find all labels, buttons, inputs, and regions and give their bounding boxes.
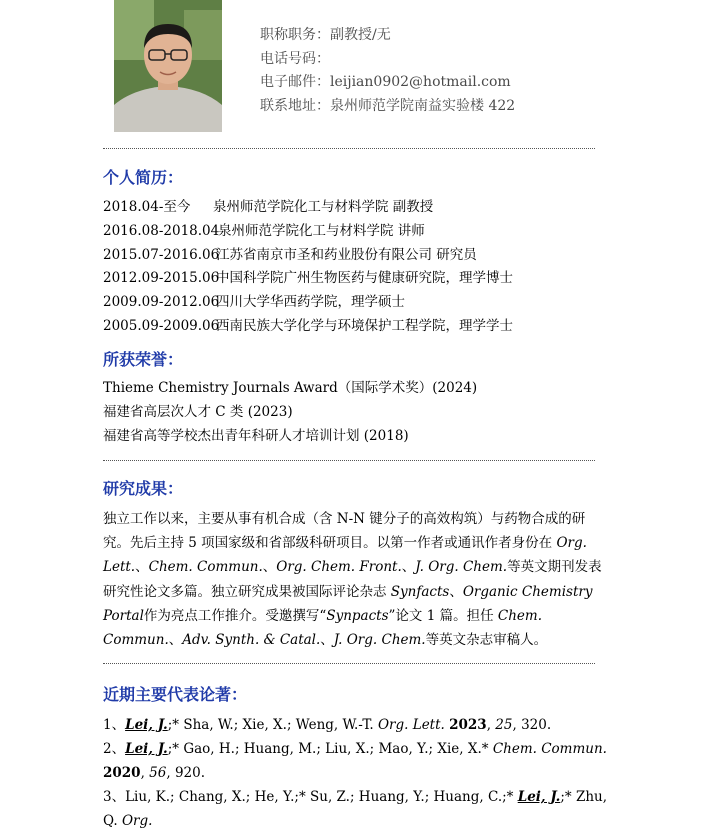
research-text: 独立工作以来，主要从事有机合成（含 N-N 键分子的高效构筑）与药物合成的研究。先后主持 5 项国家级和省部级科研项目。以第一作者或通讯作者身份在 [103,511,586,552]
separator: 、 [135,559,149,576]
resume-desc: 四川大学华西药学院，理学硕士 [216,294,405,311]
journal-name: Chem. Commun. [103,607,542,649]
pub-year: 2020 [103,765,141,781]
resume-desc: 江苏省南京市圣和药业股份有限公司 研究员 [216,246,477,263]
contact-phone: 电话号码： [260,50,330,67]
journal-name: Adv. Synth. & Catal. [182,632,321,649]
pub-authors: ;* Zhu, Q. [103,789,608,829]
pub-pages: , 920. [166,765,206,781]
pub-author-self: Lei, J. [125,741,168,757]
journal-name: Synfacts [390,583,450,600]
separator: 、 [168,632,183,649]
list-item: 福建省高等学校杰出青年科研人才培训计划 (2018) [103,427,409,444]
journal-name: Chem. Commun. [148,559,263,576]
list-item [103,267,513,291]
honors-heading: 所获荣誉： [103,350,184,369]
pub-volume: 25 [495,717,513,733]
journal-name: Synpacts [326,607,389,624]
journal-name: Org. Lett. [103,535,587,576]
resume-list [103,196,513,339]
research-paragraph [103,507,605,652]
list-item [103,315,513,339]
pub-authors: Liu, K.; Chang, X.; He, Y.;* Su, Z.; Huang, Y.; Huang, C.;* [125,789,518,805]
research-text: 等英文杂志审稿人。 [425,632,548,649]
research-text: 作为亮点工作推介。受邀撰写“ [143,607,327,624]
pub-authors: ;* Sha, W.; Xie, X.; Weng, W.-T. [167,717,378,733]
resume-date: 2016.08-2018.04 [103,222,220,239]
pub-volume: 56 [149,765,167,781]
resume-date: 2015.07-2016.06 [103,246,220,263]
list-item: Thieme Chemistry Journals Award（国际学术奖）(2024) [103,380,478,396]
publications-list [103,713,608,833]
pub-author-self: Lei, J. [125,717,168,733]
pub-number: 1、 [103,717,126,733]
resume-desc: 泉州师范学院化工与材料学院 副教授 [213,199,434,215]
resume-heading: 个人简历： [103,168,184,187]
contact-info [260,24,515,118]
list-item [103,196,513,220]
journal-name: J. Org. Chem. [415,559,508,576]
resume-date: 2009.09-2012.06 [103,294,220,311]
research-heading: 研究成果： [103,479,184,498]
separator: 、 [320,632,334,649]
separator: 、 [262,559,277,576]
contact-email: 电子邮件：leijian0902@hotmail.com [260,74,511,90]
list-item [103,220,513,244]
resume-date: 2012.09-2015.06 [103,270,220,287]
resume-desc: 中国科学院广州生物医药与健康研究院，理学博士 [216,270,513,287]
list-item [103,291,513,315]
journal-name: Organic Chemistry Portal [103,583,593,624]
list-item: 2、Lei, J.;* Gao, H.; Huang, M.; Liu, X.; Mao, Y.; Xie, X.* Chem. Commun. 2020, 56, 920. [103,741,607,781]
contact-address: 联系地址：泉州师范学院南益实验楼 422 [260,97,516,114]
pub-journal: Org. [121,813,153,829]
profile-photo [114,0,222,132]
resume-date: 2018.04-至今 [103,199,191,215]
pub-year: 2023 [449,717,487,733]
journal-name: Org. Chem. Front. [276,559,402,576]
divider [103,460,595,461]
list-item: 1、Lei, J.;* Sha, W.; Xie, X.; Weng, W.-T. Org. Lett. 2023, 25, 320. [103,717,552,733]
research-text: 等英文期刊发表研究性论文多篇。独立研究成果被国际评论杂志 [103,559,602,600]
separator: 、 [449,583,463,600]
resume-desc: 西南民族大学化学与环境保护工程学院，理学学士 [216,317,513,334]
journal-name: J. Org. Chem. [333,632,426,649]
honors-list [103,377,477,448]
publications-heading: 近期主要代表论著： [103,685,248,704]
pub-pages: , 320. [512,717,552,733]
separator: 、 [401,559,416,576]
pub-authors: ;* Gao, H.; Huang, M.; Liu, X.; Mao, Y.; Xie, X.* [167,741,493,757]
contact-title: 职称职务：副教授/无 [260,27,391,43]
list-item [103,244,513,268]
pub-journal: Chem. Commun. [492,741,607,757]
pub-journal: Org. Lett. [377,717,445,733]
pub-author-self: Lei, J. [517,789,561,805]
divider [103,663,595,664]
pub-number: 3、 [103,789,126,805]
research-text: ”论文 1 篇。担任 [388,607,498,624]
list-item: 福建省高层次人才 C 类 (2023) [103,403,293,420]
divider [103,148,595,149]
pub-number: 2、 [103,741,126,757]
list-item [103,785,608,833]
resume-desc: 泉州师范学院化工与材料学院 讲师 [218,222,425,239]
resume-date: 2005.09-2009.06 [103,317,220,334]
profile-photo-graphic [114,0,222,132]
